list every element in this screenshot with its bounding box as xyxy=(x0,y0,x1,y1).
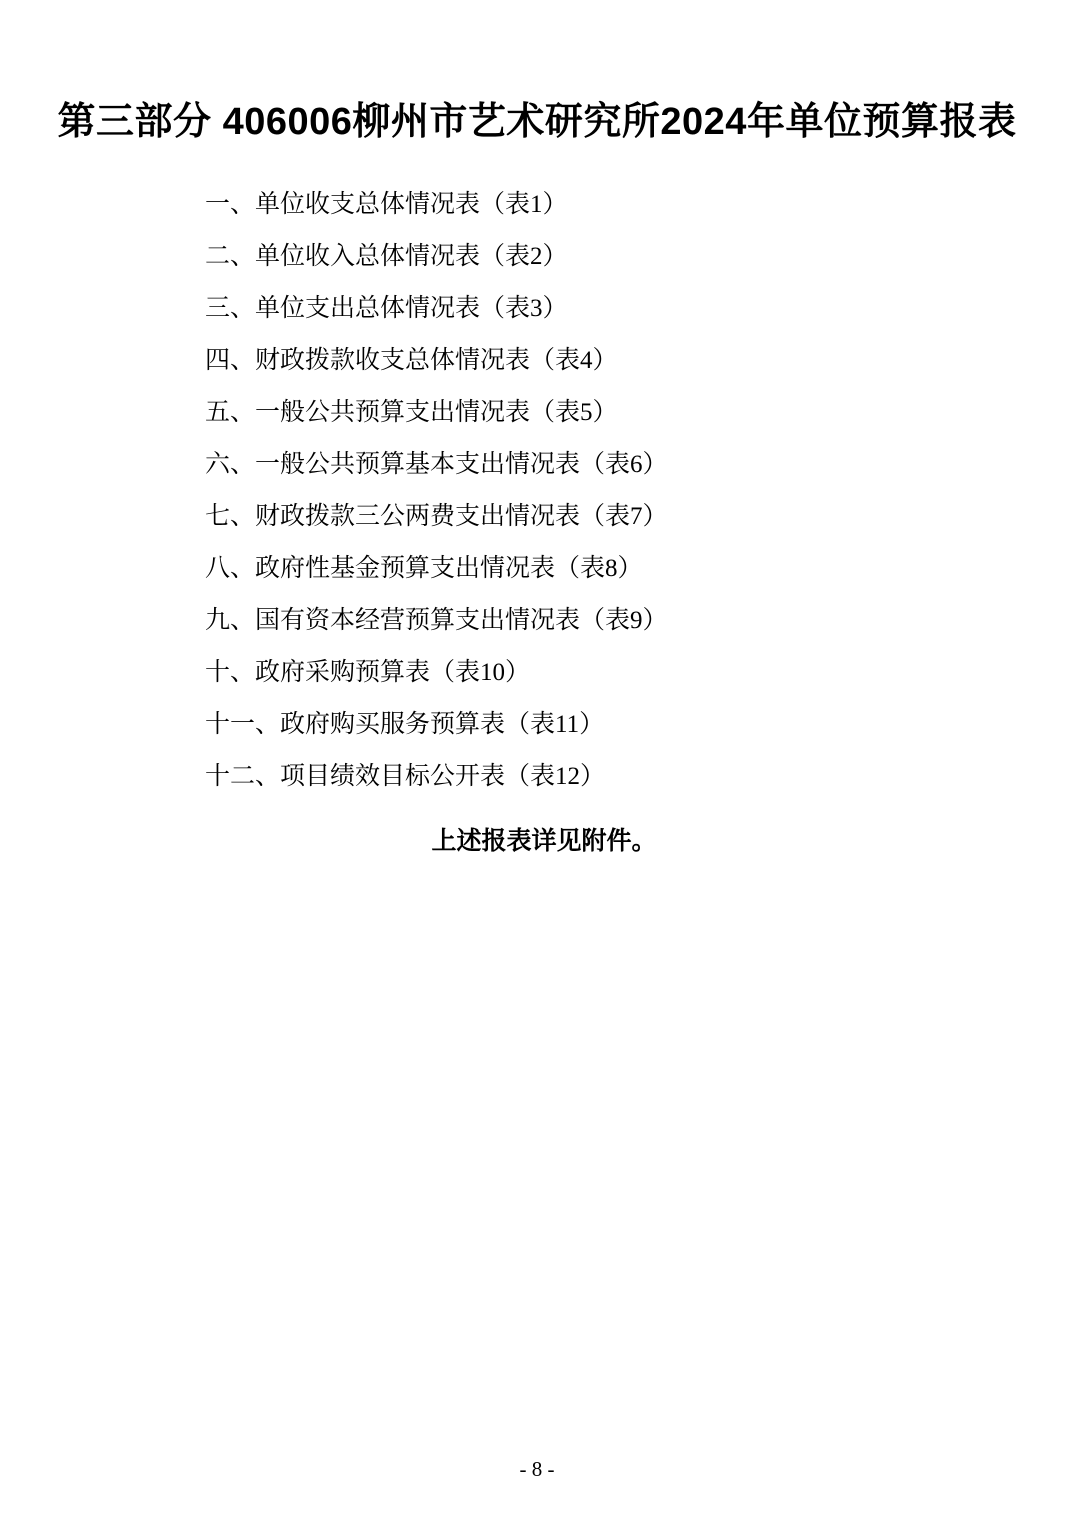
list-item: 二、单位收入总体情况表（表2） xyxy=(205,242,568,270)
list-item: 八、政府性基金预算支出情况表（表8） xyxy=(205,554,643,582)
page-title: 第三部分 406006柳州市艺术研究所2024年单位预算报表 xyxy=(57,101,1017,143)
list-item: 四、财政拨款收支总体情况表（表4） xyxy=(205,346,618,374)
list-item: 五、一般公共预算支出情况表（表5） xyxy=(205,398,618,426)
list-item: 七、财政拨款三公两费支出情况表（表7） xyxy=(205,502,668,530)
list-item: 十一、政府购买服务预算表（表11） xyxy=(205,710,605,738)
page-number: - 8 - xyxy=(519,1457,555,1481)
attachment-note: 上述报表详见附件。 xyxy=(431,827,657,855)
list-item: 九、国有资本经营预算支出情况表（表9） xyxy=(205,606,668,634)
table-of-contents xyxy=(0,192,1074,789)
list-item: 十、政府采购预算表（表10） xyxy=(205,658,531,686)
list-item: 三、单位支出总体情况表（表3） xyxy=(205,294,568,322)
list-item: 十二、项目绩效目标公开表（表12） xyxy=(205,762,606,790)
list-item: 一、单位收支总体情况表（表1） xyxy=(205,190,568,218)
list-item: 六、一般公共预算基本支出情况表（表6） xyxy=(205,450,668,478)
